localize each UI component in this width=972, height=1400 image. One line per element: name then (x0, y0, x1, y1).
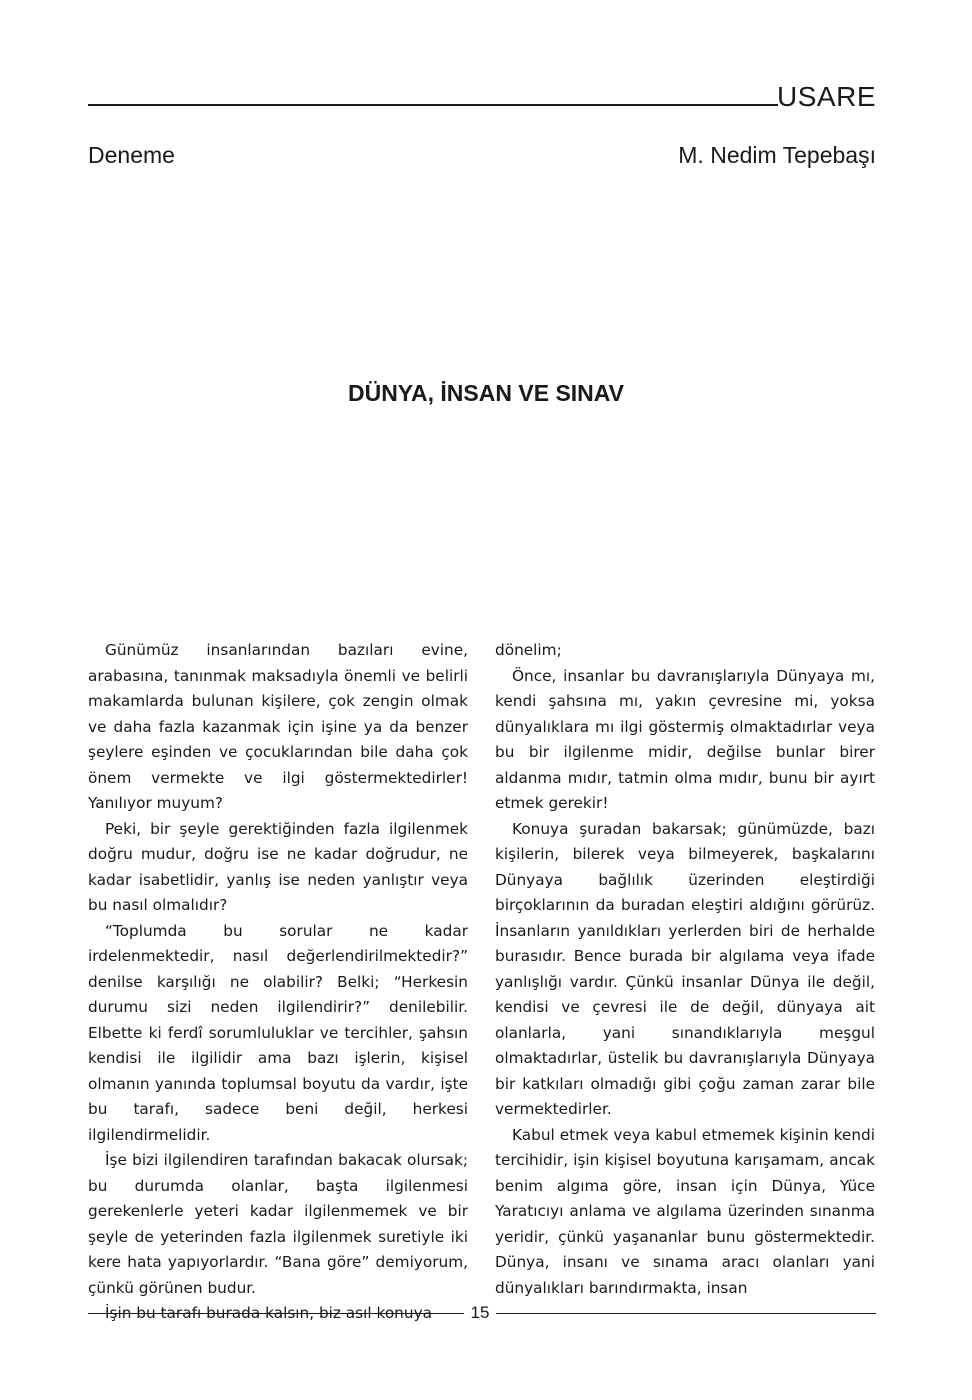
paragraph: “Toplumda bu sorular ne kadar irdelenmektedir, nasıl değerlendirilmektedir?” denilse karşılığı ne olabilir? Belki; “Herkesin durumu sizi neden ilgilendirir?” denilebilir. Elbette ki ferdî sorumluluklar ve tercihler, şahsın kendisi ile ilgilidir ama bazı işlerin, kişisel olmanın yanında toplumsal boyutu da vardır, işte bu tarafı, sadece beni değil, herkesi ilgilendirmelidir. (88, 921, 468, 1144)
header-rule (88, 104, 778, 106)
paragraph: Peki, bir şeyle gerektiğinden fazla ilgilenmek doğru mudur, doğru ise ne kadar doğrudur, ne kadar isabetlidir, yanlış ise neden yanlıştır veya bu nasıl olmalıdır? (88, 819, 468, 914)
paragraph: İşin bu tarafı burada kalsın, biz asıl konuya (105, 1304, 433, 1322)
left-column (88, 638, 468, 1327)
journal-name: USARE (777, 81, 876, 112)
article-category: Deneme (88, 142, 175, 168)
paragraph: Kabul etmek veya kabul etmemek kişinin kendi tercihidir, işin kişisel boyutuna karışamam, ancak benim algıma göre, insan için Dünya, Yüce Yaratıcıyı anlama ve algılama üzerinden sınanma yeridir, çünkü yaşananlar bunu göstermektedir. Dünya, insanı ve sınama aracı olanları yani dünyalıkları barındırmakta, insan (495, 1125, 875, 1297)
paragraph: Konuya şuradan bakarsak; günümüzde, bazı kişilerin, bilerek veya bilmeyerek, başkalarını Dünyaya bağlılık üzerinden eleştirdiği birçoklarının da buradan eleştiri aldığını görürüz. İnsanların yanıldıkları yerlerden biri de herhalde burasıdır. Bence burada bir algılama veya ifade yanlışlığı vardır. Çünkü insanlar Dünya ile değil, kendisi ve çevresi ile de değil, dünyaya ait olanlarla, yani sınandıklarıyla meşgul olmaktadırlar, üstelik bu davranışlarıyla Dünyaya bir katkıları olmadığı gibi çoğu zaman zarar bile vermektedirler. (495, 819, 875, 1118)
article-title: DÜNYA, İNSAN VE SINAV (347, 380, 625, 406)
footer-rule-right (496, 1313, 876, 1314)
paragraph: Günümüz insanlarından bazıları evine, arabasına, tanınmak maksadıyla önemli ve belirli makamlarda bulunan kişilere, çok zengin olmak ve daha fazla kazanmak için işine ya da benzer şeylere eşinden ve çocuklarından bile daha çok önem vermekte ve ilgi göstermektedirler! Yanılıyor muyum? (88, 641, 468, 812)
footer-rule-left (88, 1313, 464, 1314)
paragraph: İşe bizi ilgilendiren tarafından bakacak olursak; bu durumda olanlar, başta ilgilenmesi gerekenlerle yeteri kadar ilgilenmemek ve bir şeyle de yeterinden fazla ilgilenmek suretiyle iki kere hata yapıyorlardır. “Bana göre” demiyorum, çünkü görünen budur. (88, 1151, 468, 1297)
page-number: 15 (470, 1303, 490, 1322)
paragraph-continuation: dönelim; (495, 641, 562, 659)
paragraph: Önce, insanlar bu davranışlarıyla Dünyaya mı, kendi şahsına mı, yakın çevresine mi, yoksa dünyalıklara mı ilgi göstermiş olmaktadırlar veya bu bir ilgilenme midir, değilse bunlar birer aldanma mıdır, tatmin olma mıdır, bunu bir ayırt etmek gerekir! (495, 666, 875, 812)
right-column (495, 638, 875, 1301)
article-author: M. Nedim Tepebaşı (678, 142, 876, 168)
